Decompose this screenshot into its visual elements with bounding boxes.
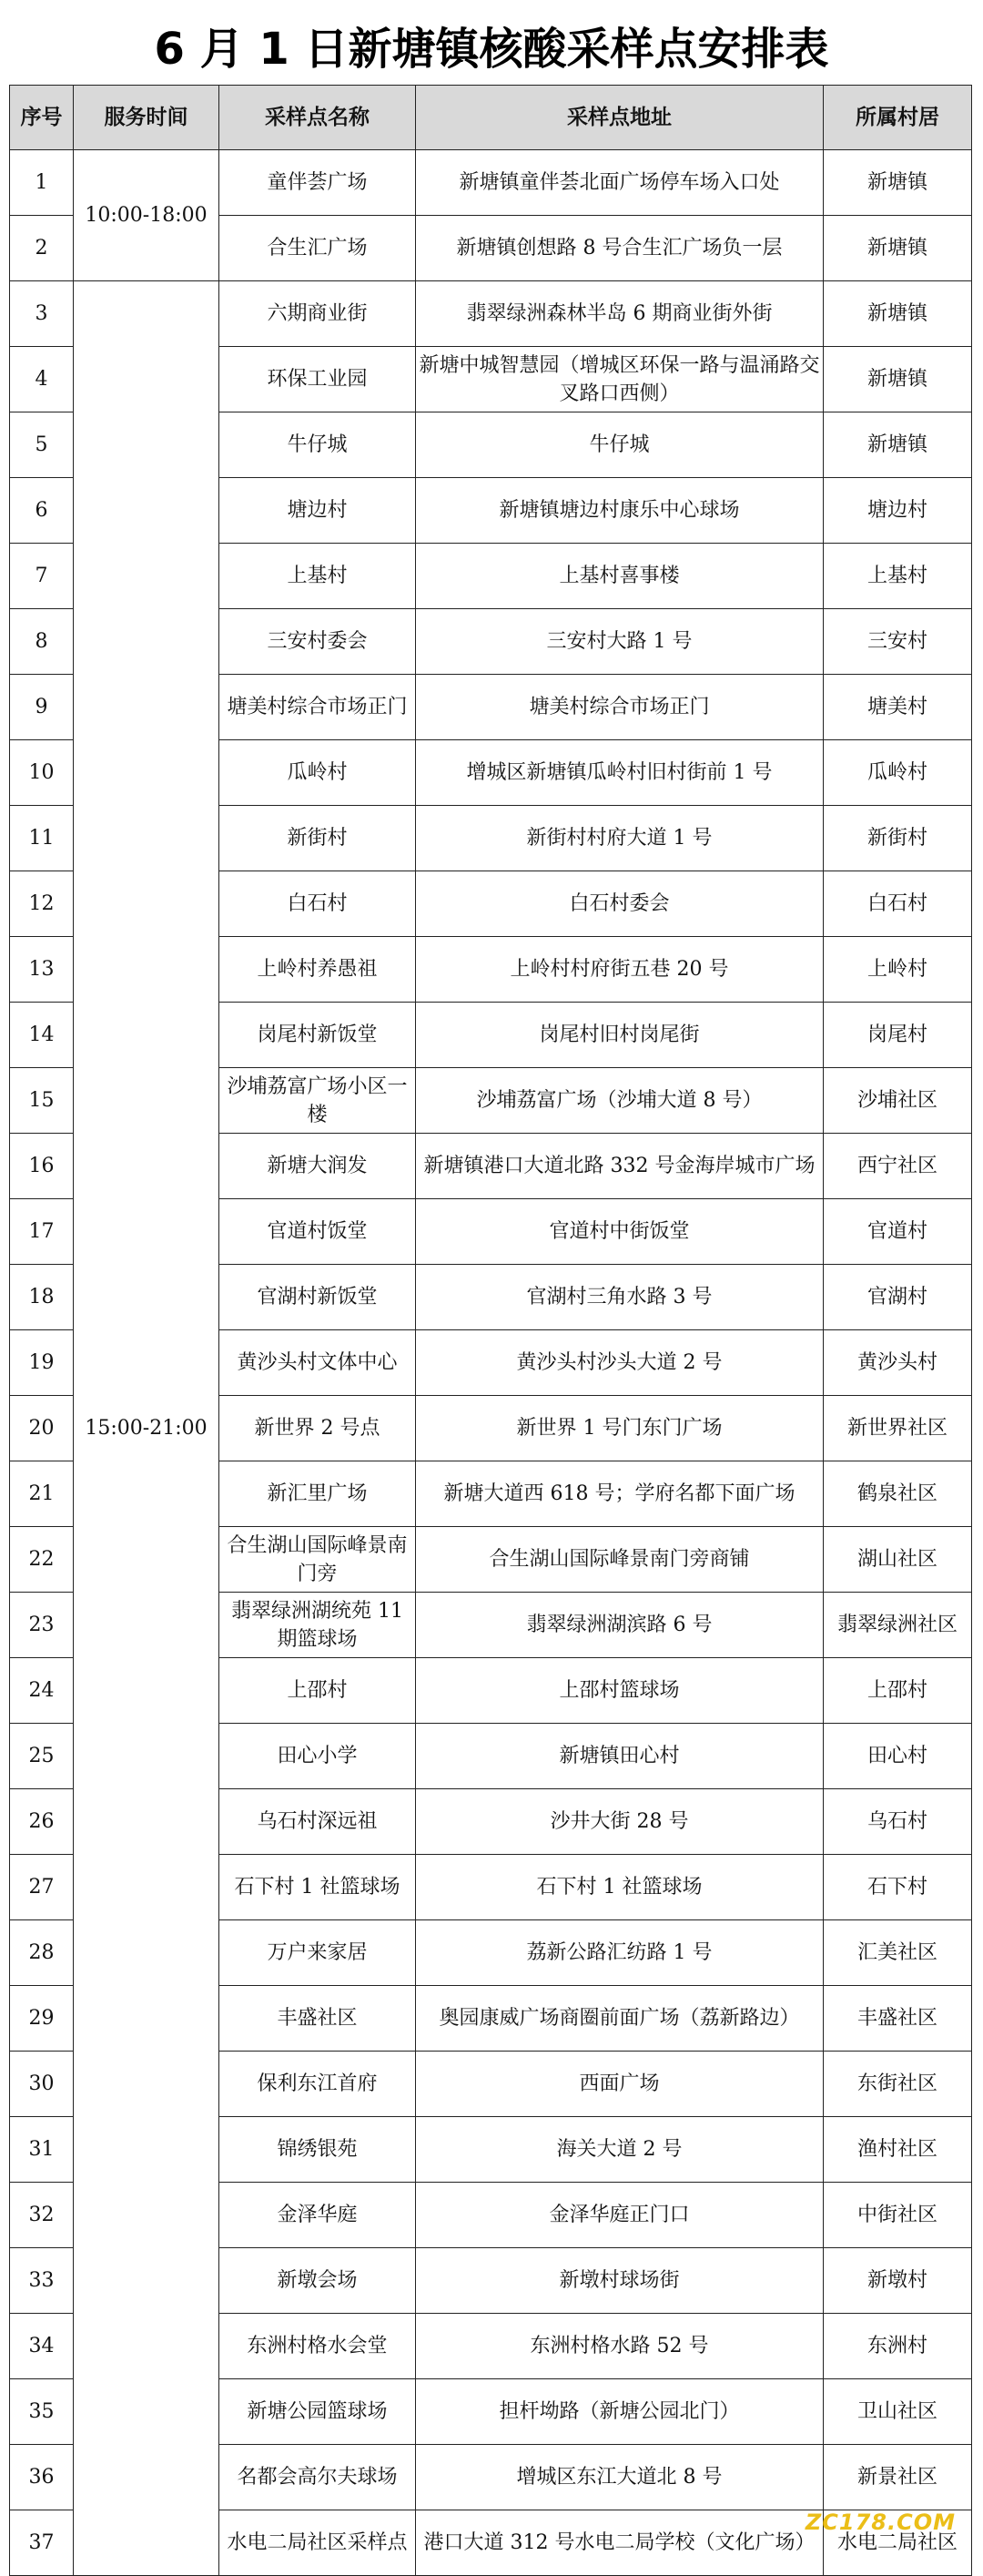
cell-site-address: 黄沙头村沙头大道 2 号 <box>416 1330 824 1396</box>
cell-site-address: 新塘镇创想路 8 号合生汇广场负一层 <box>416 216 824 281</box>
table-header-row <box>10 86 972 150</box>
cell-community: 卫山社区 <box>824 2379 972 2445</box>
cell-index: 12 <box>10 871 74 937</box>
cell-community: 新塘镇 <box>824 281 972 347</box>
header-index: 序号 <box>10 86 74 150</box>
cell-site-address: 上基村喜事楼 <box>416 544 824 609</box>
cell-community: 汇美社区 <box>824 1920 972 1986</box>
cell-site-address: 牛仔城 <box>416 412 824 478</box>
cell-community: 石下村 <box>824 1855 972 1920</box>
cell-site-address: 新塘镇塘边村康乐中心球场 <box>416 478 824 544</box>
cell-site-name: 新世界 2 号点 <box>219 1396 416 1461</box>
header-service-time: 服务时间 <box>74 86 219 150</box>
cell-index: 20 <box>10 1396 74 1461</box>
page-title: 6 月 1 日新塘镇核酸采样点安排表 <box>154 24 829 75</box>
cell-community: 田心村 <box>824 1724 972 1789</box>
cell-index: 21 <box>10 1461 74 1527</box>
cell-index: 2 <box>10 216 74 281</box>
cell-site-name: 六期商业街 <box>219 281 416 347</box>
table-row <box>10 281 972 347</box>
cell-index: 33 <box>10 2248 74 2314</box>
cell-index: 4 <box>10 347 74 412</box>
cell-community: 东街社区 <box>824 2052 972 2117</box>
cell-community: 白石村 <box>824 871 972 937</box>
cell-site-address: 塘美村综合市场正门 <box>416 675 824 740</box>
cell-site-address: 石下村 1 社篮球场 <box>416 1855 824 1920</box>
cell-community: 鹤泉社区 <box>824 1461 972 1527</box>
cell-site-name: 新街村 <box>219 806 416 871</box>
cell-site-name: 万户来家居 <box>219 1920 416 1986</box>
cell-site-address: 新世界 1 号门东门广场 <box>416 1396 824 1461</box>
cell-site-address: 新塘镇童伴荟北面广场停车场入口处 <box>416 150 824 216</box>
cell-index: 7 <box>10 544 74 609</box>
cell-index: 1 <box>10 150 74 216</box>
cell-community: 新塘镇 <box>824 216 972 281</box>
cell-community: 黄沙头村 <box>824 1330 972 1396</box>
cell-index: 24 <box>10 1658 74 1724</box>
cell-index: 35 <box>10 2379 74 2445</box>
cell-site-name: 上岭村养愚祖 <box>219 937 416 1003</box>
cell-index: 5 <box>10 412 74 478</box>
cell-site-name: 保利东江首府 <box>219 2052 416 2117</box>
cell-index: 3 <box>10 281 74 347</box>
cell-index: 26 <box>10 1789 74 1855</box>
cell-community: 湖山社区 <box>824 1527 972 1593</box>
cell-index: 10 <box>10 740 74 806</box>
cell-community: 新塘镇 <box>824 412 972 478</box>
cell-site-address: 增城区新塘镇瓜岭村旧村街前 1 号 <box>416 740 824 806</box>
cell-site-address: 官道村中街饭堂 <box>416 1199 824 1265</box>
cell-site-address: 三安村大路 1 号 <box>416 609 824 675</box>
cell-site-address: 西面广场 <box>416 2052 824 2117</box>
cell-index: 11 <box>10 806 74 871</box>
cell-site-name: 水电二局社区采样点 <box>219 2510 416 2576</box>
cell-site-address: 荔新公路汇纺路 1 号 <box>416 1920 824 1986</box>
cell-community: 丰盛社区 <box>824 1986 972 2052</box>
cell-community: 塘美村 <box>824 675 972 740</box>
cell-community: 翡翠绿洲社区 <box>824 1593 972 1658</box>
cell-site-address: 沙井大街 28 号 <box>416 1789 824 1855</box>
cell-site-name: 新汇里广场 <box>219 1461 416 1527</box>
cell-site-name: 合生汇广场 <box>219 216 416 281</box>
cell-community: 西宁社区 <box>824 1134 972 1199</box>
cell-site-address: 金泽华庭正门口 <box>416 2183 824 2248</box>
cell-site-address: 海关大道 2 号 <box>416 2117 824 2183</box>
cell-site-address: 新街村村府大道 1 号 <box>416 806 824 871</box>
cell-index: 25 <box>10 1724 74 1789</box>
cell-community: 沙埔社区 <box>824 1068 972 1134</box>
table-body <box>10 150 972 2576</box>
cell-site-name: 牛仔城 <box>219 412 416 478</box>
cell-community: 塘边村 <box>824 478 972 544</box>
cell-site-name: 岗尾村新饭堂 <box>219 1003 416 1068</box>
cell-service-time: 10:00-18:00 <box>74 150 219 281</box>
cell-site-name: 名都会高尔夫球场 <box>219 2445 416 2510</box>
cell-site-name: 新墩会场 <box>219 2248 416 2314</box>
cell-site-name: 锦绣银苑 <box>219 2117 416 2183</box>
cell-site-address: 合生湖山国际峰景南门旁商铺 <box>416 1527 824 1593</box>
cell-index: 34 <box>10 2314 74 2379</box>
cell-community: 官湖村 <box>824 1265 972 1330</box>
cell-site-address: 翡翠绿洲湖滨路 6 号 <box>416 1593 824 1658</box>
header-community: 所属村居 <box>824 86 972 150</box>
cell-site-name: 翡翠绿洲湖统苑 11 期篮球场 <box>219 1593 416 1658</box>
cell-index: 30 <box>10 2052 74 2117</box>
cell-site-address: 新塘镇田心村 <box>416 1724 824 1789</box>
cell-site-name: 石下村 1 社篮球场 <box>219 1855 416 1920</box>
cell-site-name: 官湖村新饭堂 <box>219 1265 416 1330</box>
cell-site-address: 港口大道 312 号水电二局学校（文化广场） <box>416 2510 824 2576</box>
cell-index: 27 <box>10 1855 74 1920</box>
cell-site-name: 白石村 <box>219 871 416 937</box>
cell-index: 6 <box>10 478 74 544</box>
cell-community: 上邵村 <box>824 1658 972 1724</box>
cell-site-address: 担杆坳路（新塘公园北门） <box>416 2379 824 2445</box>
cell-index: 36 <box>10 2445 74 2510</box>
header-site-address: 采样点地址 <box>416 86 824 150</box>
cell-community: 新景社区 <box>824 2445 972 2510</box>
sampling-schedule-table <box>9 85 972 2576</box>
cell-index: 8 <box>10 609 74 675</box>
cell-index: 9 <box>10 675 74 740</box>
cell-index: 18 <box>10 1265 74 1330</box>
cell-community: 新街村 <box>824 806 972 871</box>
cell-community: 新塘镇 <box>824 347 972 412</box>
cell-community: 瓜岭村 <box>824 740 972 806</box>
cell-site-name: 沙埔荔富广场小区一楼 <box>219 1068 416 1134</box>
header-site-name: 采样点名称 <box>219 86 416 150</box>
cell-site-name: 塘边村 <box>219 478 416 544</box>
cell-community: 乌石村 <box>824 1789 972 1855</box>
cell-community: 东洲村 <box>824 2314 972 2379</box>
cell-site-address: 新塘镇港口大道北路 332 号金海岸城市广场 <box>416 1134 824 1199</box>
cell-site-address: 东洲村格水路 52 号 <box>416 2314 824 2379</box>
cell-site-address: 岗尾村旧村岗尾街 <box>416 1003 824 1068</box>
cell-index: 14 <box>10 1003 74 1068</box>
cell-community: 新墩村 <box>824 2248 972 2314</box>
cell-index: 31 <box>10 2117 74 2183</box>
cell-index: 28 <box>10 1920 74 1986</box>
cell-site-name: 新塘公园篮球场 <box>219 2379 416 2445</box>
watermark-logo: ZC178.COM <box>805 2510 956 2535</box>
cell-index: 17 <box>10 1199 74 1265</box>
cell-site-name: 乌石村深远祖 <box>219 1789 416 1855</box>
cell-community: 中街社区 <box>824 2183 972 2248</box>
cell-site-name: 金泽华庭 <box>219 2183 416 2248</box>
cell-site-name: 瓜岭村 <box>219 740 416 806</box>
cell-community: 三安村 <box>824 609 972 675</box>
cell-site-name: 黄沙头村文体中心 <box>219 1330 416 1396</box>
cell-site-address: 新塘大道西 618 号；学府名都下面广场 <box>416 1461 824 1527</box>
cell-site-name: 合生湖山国际峰景南门旁 <box>219 1527 416 1593</box>
cell-site-name: 塘美村综合市场正门 <box>219 675 416 740</box>
cell-index: 15 <box>10 1068 74 1134</box>
cell-site-address: 新墩村球场街 <box>416 2248 824 2314</box>
cell-index: 29 <box>10 1986 74 2052</box>
cell-site-name: 童伴荟广场 <box>219 150 416 216</box>
cell-site-address: 白石村委会 <box>416 871 824 937</box>
cell-site-address: 新塘中城智慧园（增城区环保一路与温涌路交叉路口西侧） <box>416 347 824 412</box>
cell-site-address: 上邵村篮球场 <box>416 1658 824 1724</box>
cell-site-name: 三安村委会 <box>219 609 416 675</box>
cell-community: 官道村 <box>824 1199 972 1265</box>
cell-index: 22 <box>10 1527 74 1593</box>
cell-community: 渔村社区 <box>824 2117 972 2183</box>
cell-index: 13 <box>10 937 74 1003</box>
cell-site-address: 官湖村三角水路 3 号 <box>416 1265 824 1330</box>
cell-site-name: 新塘大润发 <box>219 1134 416 1199</box>
cell-service-time: 15:00-21:00 <box>74 281 219 2576</box>
cell-index: 37 <box>10 2510 74 2576</box>
cell-index: 23 <box>10 1593 74 1658</box>
cell-community: 水电二局社区 <box>824 2510 972 2576</box>
cell-site-address: 奥园康威广场商圈前面广场（荔新路边） <box>416 1986 824 2052</box>
cell-site-name: 田心小学 <box>219 1724 416 1789</box>
cell-site-name: 东洲村格水会堂 <box>219 2314 416 2379</box>
cell-site-address: 翡翠绿洲森林半岛 6 期商业街外街 <box>416 281 824 347</box>
cell-index: 19 <box>10 1330 74 1396</box>
table-row <box>10 150 972 216</box>
cell-community: 新塘镇 <box>824 150 972 216</box>
cell-site-name: 丰盛社区 <box>219 1986 416 2052</box>
cell-site-name: 上邵村 <box>219 1658 416 1724</box>
cell-community: 上岭村 <box>824 937 972 1003</box>
cell-community: 岗尾村 <box>824 1003 972 1068</box>
cell-index: 16 <box>10 1134 74 1199</box>
cell-site-name: 环保工业园 <box>219 347 416 412</box>
cell-community: 新世界社区 <box>824 1396 972 1461</box>
cell-site-name: 上基村 <box>219 544 416 609</box>
cell-site-address: 沙埔荔富广场（沙埔大道 8 号） <box>416 1068 824 1134</box>
cell-community: 上基村 <box>824 544 972 609</box>
cell-index: 32 <box>10 2183 74 2248</box>
cell-site-address: 上岭村村府街五巷 20 号 <box>416 937 824 1003</box>
cell-site-address: 增城区东江大道北 8 号 <box>416 2445 824 2510</box>
cell-site-name: 官道村饭堂 <box>219 1199 416 1265</box>
